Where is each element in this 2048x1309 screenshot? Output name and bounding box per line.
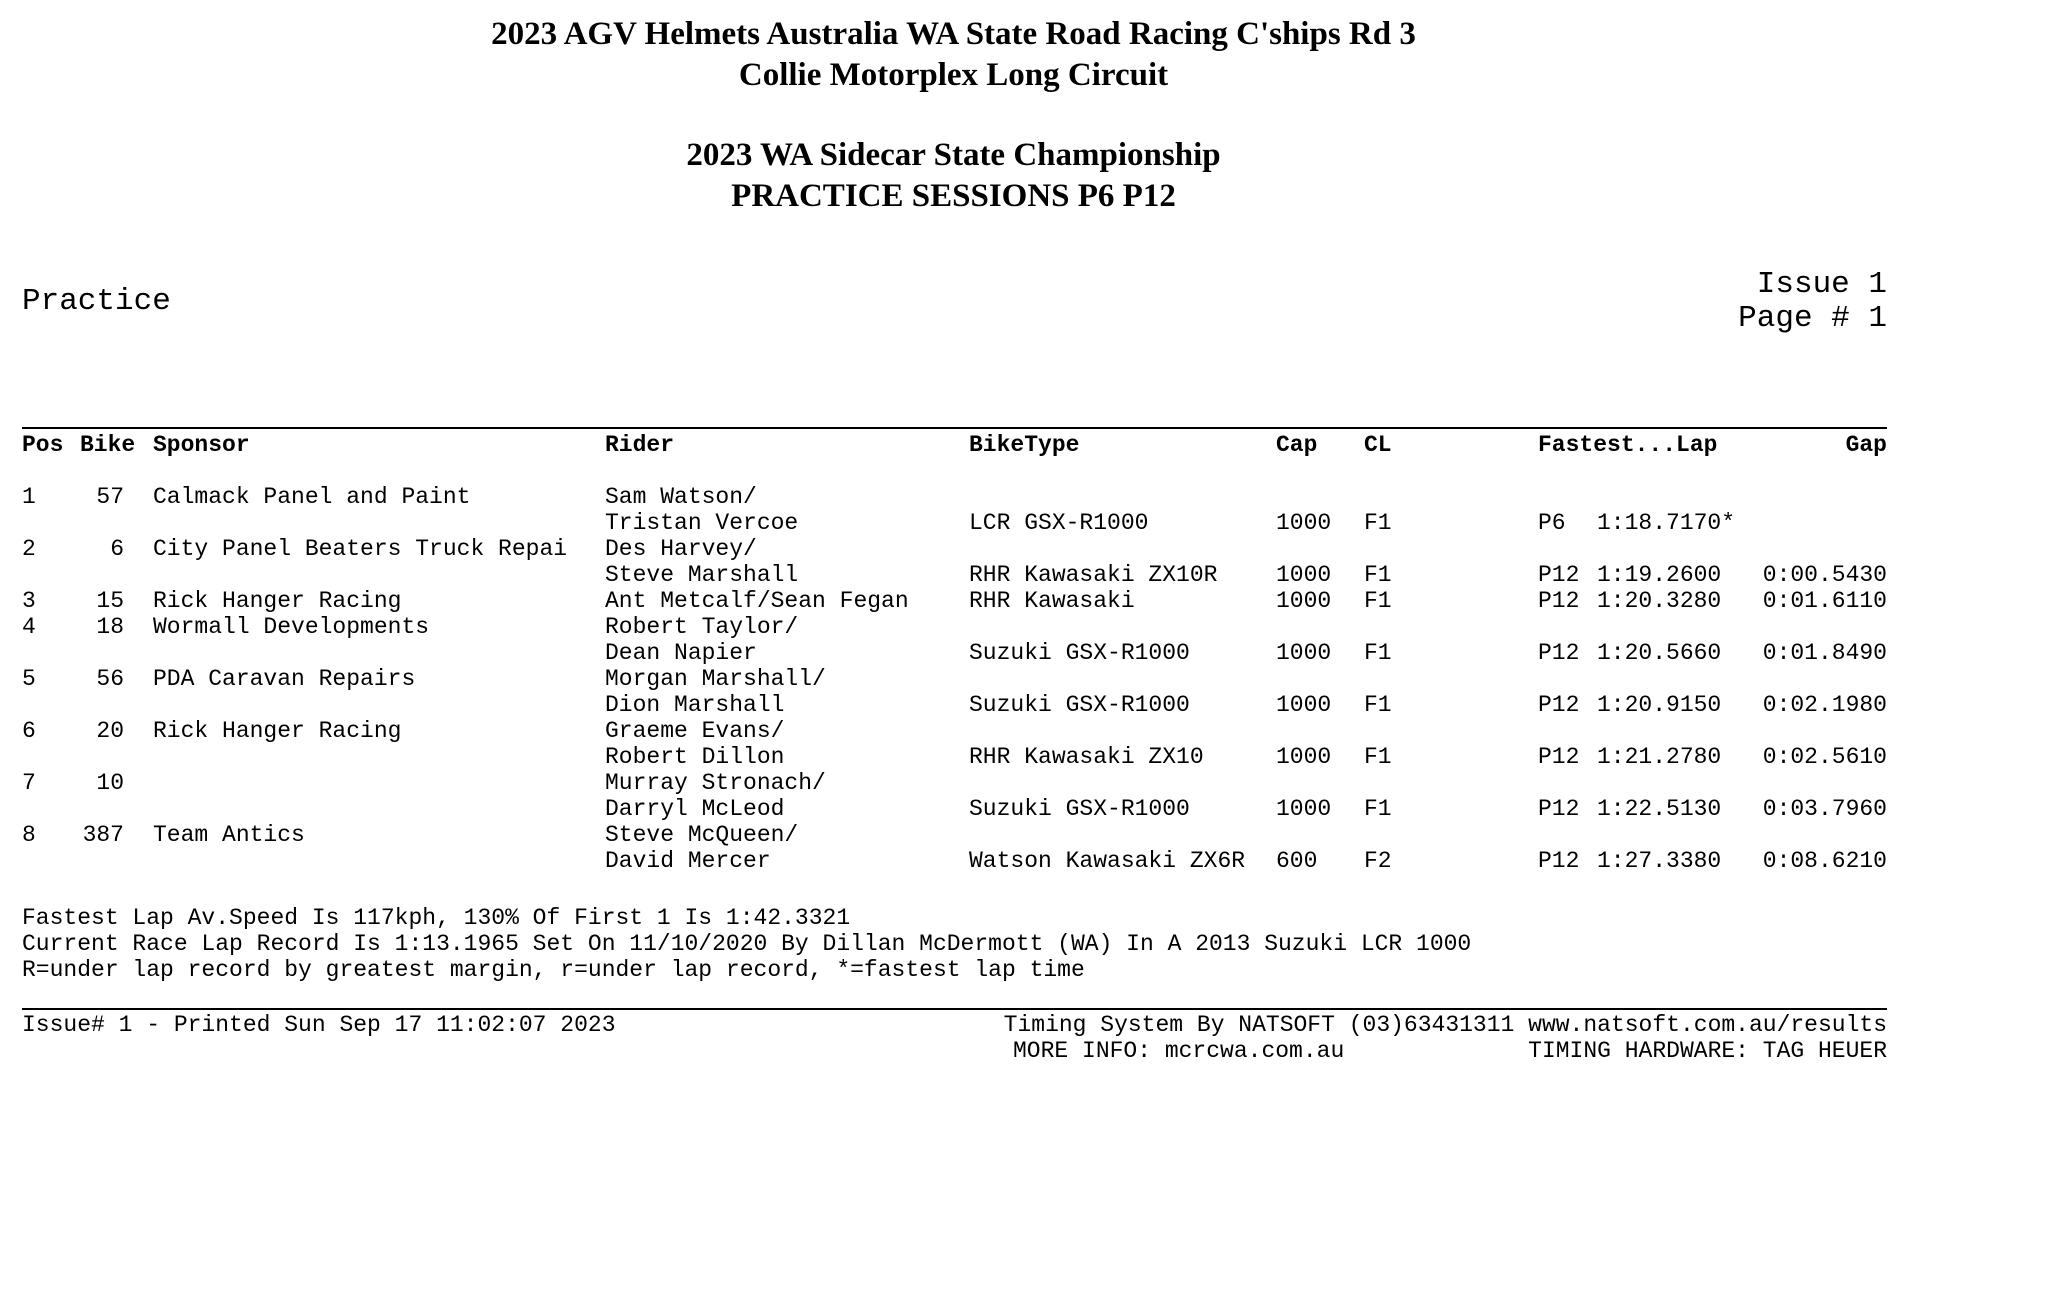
result-biketype: Suzuki GSX-R1000 bbox=[969, 796, 1190, 822]
result-gap: 0:08.6210 bbox=[1762, 848, 1887, 874]
result-gap: 0:00.5430 bbox=[1762, 562, 1887, 588]
header-rule bbox=[22, 427, 1887, 429]
result-biketype: Suzuki GSX-R1000 bbox=[969, 640, 1190, 666]
col-gap: Gap bbox=[1845, 432, 1887, 458]
result-sponsor: Wormall Developments bbox=[153, 614, 430, 640]
result-bike: 57 bbox=[96, 484, 124, 510]
result-rider: Murray Stronach/ bbox=[605, 770, 826, 796]
result-cl: F1 bbox=[1364, 640, 1392, 666]
result-cl: F2 bbox=[1364, 848, 1392, 874]
result-cl: F1 bbox=[1364, 510, 1392, 536]
result-gap: 0:02.5610 bbox=[1762, 744, 1887, 770]
result-biketype: RHR Kawasaki bbox=[969, 588, 1135, 614]
result-rider: Morgan Marshall/ bbox=[605, 666, 826, 692]
col-biketype: BikeType bbox=[969, 432, 1080, 458]
result-rider: Steve McQueen/ bbox=[605, 822, 799, 848]
result-cl: F1 bbox=[1364, 562, 1392, 588]
result-bike: 56 bbox=[96, 666, 124, 692]
result-cap: 1000 bbox=[1276, 692, 1332, 718]
result-cl: F1 bbox=[1364, 588, 1392, 614]
result-lap-session: P12 bbox=[1538, 562, 1580, 588]
col-pos: Pos bbox=[22, 432, 64, 458]
fastest-lap-note: Fastest Lap Av.Speed Is 117kph, 130% Of First 1 Is 1:42.3321 bbox=[22, 905, 851, 931]
col-bike: Bike bbox=[80, 432, 136, 458]
col-cl: CL bbox=[1364, 432, 1392, 458]
result-lap-session: P12 bbox=[1538, 692, 1580, 718]
col-fastest-lap: Fastest...Lap bbox=[1538, 432, 1718, 458]
result-gap: 0:01.8490 bbox=[1762, 640, 1887, 666]
session-title: PRACTICE SESSIONS P6 P12 bbox=[731, 178, 1176, 214]
result-biketype: Watson Kawasaki ZX6R bbox=[969, 848, 1246, 874]
result-bike: 6 bbox=[110, 536, 124, 562]
result-sponsor: Team Antics bbox=[153, 822, 305, 848]
result-lap-session: P12 bbox=[1538, 744, 1580, 770]
col-sponsor: Sponsor bbox=[153, 432, 250, 458]
result-pos: 1 bbox=[22, 484, 36, 510]
result-gap: 0:03.7960 bbox=[1762, 796, 1887, 822]
result-gap: 0:01.6110 bbox=[1762, 588, 1887, 614]
result-lap-time: 1:19.2600 bbox=[1597, 562, 1722, 588]
result-bike: 10 bbox=[96, 770, 124, 796]
result-lap-time: 1:20.3280 bbox=[1597, 588, 1722, 614]
venue-title: Collie Motorplex Long Circuit bbox=[738, 57, 1169, 93]
printed-info: Issue# 1 - Printed Sun Sep 17 11:02:07 2023 bbox=[22, 1012, 616, 1038]
result-rider-passenger: Robert Dillon bbox=[605, 744, 785, 770]
result-sponsor: Rick Hanger Racing bbox=[153, 718, 402, 744]
result-bike: 387 bbox=[82, 822, 124, 848]
result-lap-time: 1:18.7170* bbox=[1597, 510, 1736, 536]
result-lap-session: P12 bbox=[1538, 640, 1580, 666]
result-lap-time: 1:27.3380 bbox=[1597, 848, 1722, 874]
event-title: 2023 AGV Helmets Australia WA State Road Racing C'ships Rd 3 bbox=[491, 16, 1416, 52]
result-rider: Des Harvey/ bbox=[605, 536, 757, 562]
result-bike: 15 bbox=[96, 588, 124, 614]
result-pos: 7 bbox=[22, 770, 36, 796]
result-cl: F1 bbox=[1364, 744, 1392, 770]
result-rider: Sam Watson/ bbox=[605, 484, 757, 510]
result-bike: 20 bbox=[96, 718, 124, 744]
result-lap-session: P12 bbox=[1538, 848, 1580, 874]
col-cap: Cap bbox=[1276, 432, 1318, 458]
result-rider: Graeme Evans/ bbox=[605, 718, 785, 744]
result-lap-time: 1:21.2780 bbox=[1597, 744, 1722, 770]
result-cap: 1000 bbox=[1276, 562, 1332, 588]
result-sponsor: Calmack Panel and Paint bbox=[153, 484, 471, 510]
result-lap-time: 1:22.5130 bbox=[1597, 796, 1722, 822]
lap-record-note: Current Race Lap Record Is 1:13.1965 Set On 11/10/2020 By Dillan McDermott (WA) In A 2013 Suzuki LCR 1000 bbox=[22, 931, 1472, 957]
legend-note: R=under lap record by greatest margin, r=under lap record, *=fastest lap time bbox=[22, 957, 1085, 983]
footer-rule bbox=[22, 1008, 1887, 1010]
result-lap-session: P6 bbox=[1538, 510, 1566, 536]
result-rider: Robert Taylor/ bbox=[605, 614, 799, 640]
timing-system-info: Timing System By NATSOFT (03)63431311 www.natsoft.com.au/results bbox=[1003, 1012, 1887, 1038]
result-cap: 600 bbox=[1276, 848, 1318, 874]
result-lap-session: P12 bbox=[1538, 796, 1580, 822]
result-cap: 1000 bbox=[1276, 510, 1332, 536]
championship-title: 2023 WA Sidecar State Championship bbox=[686, 137, 1221, 173]
result-biketype: Suzuki GSX-R1000 bbox=[969, 692, 1190, 718]
result-cap: 1000 bbox=[1276, 588, 1332, 614]
result-lap-session: P12 bbox=[1538, 588, 1580, 614]
col-rider: Rider bbox=[605, 432, 675, 458]
result-lap-time: 1:20.9150 bbox=[1597, 692, 1722, 718]
result-rider-passenger: Dean Napier bbox=[605, 640, 757, 666]
result-rider-passenger: Darryl McLeod bbox=[605, 796, 785, 822]
result-pos: 5 bbox=[22, 666, 36, 692]
timing-hardware-info: TIMING HARDWARE: TAG HEUER bbox=[1528, 1038, 1887, 1064]
result-pos: 2 bbox=[22, 536, 36, 562]
result-sponsor: City Panel Beaters Truck Repai bbox=[153, 536, 568, 562]
result-bike: 18 bbox=[96, 614, 124, 640]
result-pos: 4 bbox=[22, 614, 36, 640]
result-sponsor: Rick Hanger Racing bbox=[153, 588, 402, 614]
session-label: Practice bbox=[22, 284, 171, 319]
result-pos: 8 bbox=[22, 822, 36, 848]
result-rider-passenger: Steve Marshall bbox=[605, 562, 799, 588]
result-pos: 3 bbox=[22, 588, 36, 614]
more-info: MORE INFO: mcrcwa.com.au bbox=[1013, 1038, 1345, 1064]
result-cl: F1 bbox=[1364, 692, 1392, 718]
result-rider: Ant Metcalf/Sean Fegan bbox=[605, 588, 909, 614]
result-sponsor: PDA Caravan Repairs bbox=[153, 666, 416, 692]
page-number: Page # 1 bbox=[1738, 301, 1887, 336]
result-biketype: RHR Kawasaki ZX10 bbox=[969, 744, 1204, 770]
result-rider-passenger: Tristan Vercoe bbox=[605, 510, 799, 536]
result-cl: F1 bbox=[1364, 796, 1392, 822]
result-lap-time: 1:20.5660 bbox=[1597, 640, 1722, 666]
result-gap: 0:02.1980 bbox=[1762, 692, 1887, 718]
result-rider-passenger: Dion Marshall bbox=[605, 692, 785, 718]
result-pos: 6 bbox=[22, 718, 36, 744]
result-biketype: RHR Kawasaki ZX10R bbox=[969, 562, 1218, 588]
result-cap: 1000 bbox=[1276, 640, 1332, 666]
result-biketype: LCR GSX-R1000 bbox=[969, 510, 1149, 536]
result-cap: 1000 bbox=[1276, 796, 1332, 822]
result-rider-passenger: David Mercer bbox=[605, 848, 771, 874]
issue-number: Issue 1 bbox=[1756, 267, 1887, 302]
result-cap: 1000 bbox=[1276, 744, 1332, 770]
